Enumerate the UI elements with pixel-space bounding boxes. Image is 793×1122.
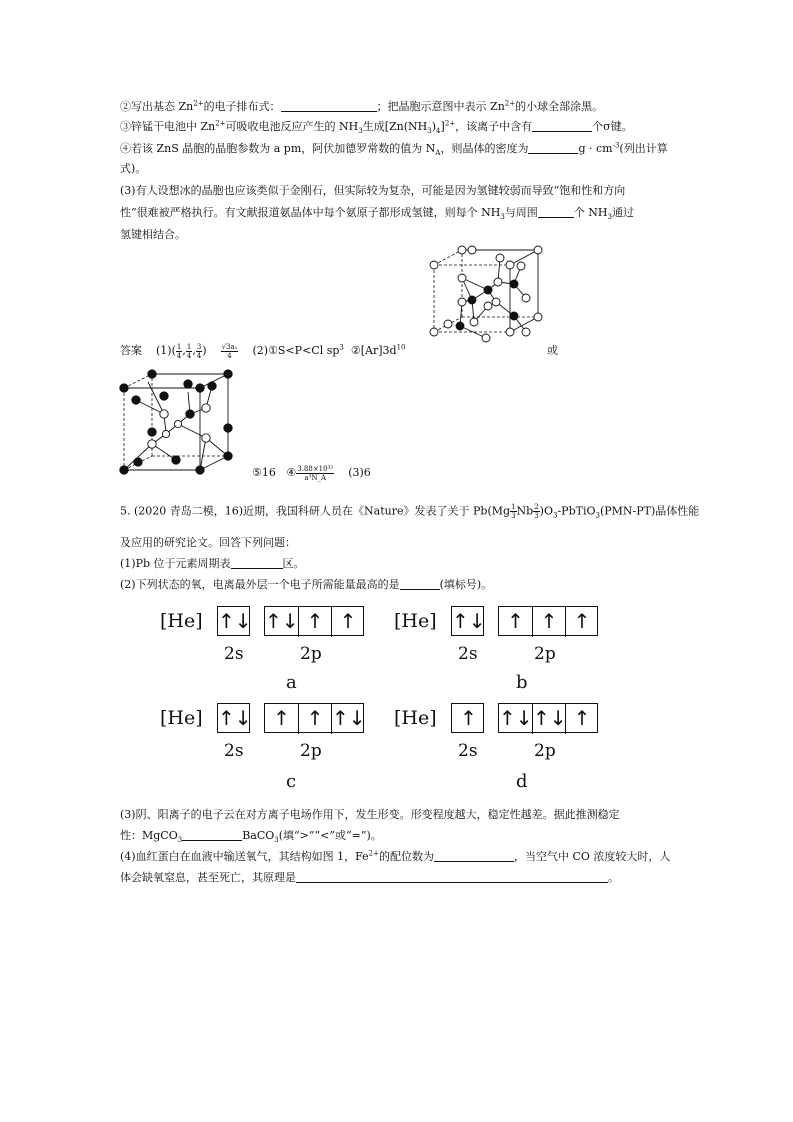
q3-line3: 氢键相结合。 <box>120 228 186 241</box>
orbital-option-b: [He] ↑↓ ↑ ↑ ↑ 2s 2p b <box>394 606 604 696</box>
answer-blank[interactable] <box>296 871 608 883</box>
q3-line1: (3)有人设想冰的晶胞也应该类似于金刚石，但实际较为复杂，可能是因为氢键较弱而导致“饱和性和方向 <box>120 184 626 197</box>
answer-blank[interactable] <box>231 557 283 569</box>
q5-sub4-cont: 体会缺氧窒息，甚至死亡，其原理是 。 <box>120 871 619 884</box>
orbital-option-c: [He] ↑↓ ↑ ↑ ↑↓ 2s 2p c <box>160 703 370 795</box>
answer-blank[interactable] <box>434 850 514 862</box>
q5-sub3-cont: 性：MgCO$_3$ BaCO$_3$(填“>”“<”或“=”)。 <box>120 829 382 845</box>
q2-item2: ②写出基态 $Zn^{2+}$的电子排布式： ；把晶胞示意图中表示 $Zn^{2+}$的小球全部涂黑。 <box>120 99 604 113</box>
answer-or: 或 <box>547 344 558 357</box>
answer-blank[interactable] <box>400 578 440 590</box>
q2-item4-cont: 式)。 <box>120 162 147 175</box>
q5-sub1: (1)Pb 位于元素周期表 区。 <box>120 557 305 570</box>
orbital-option-d: [He] ↑ ↑↓ ↑↓ ↑ 2s 2p d <box>394 703 604 795</box>
answer-blank[interactable] <box>538 206 574 218</box>
answer-blank[interactable] <box>532 120 592 132</box>
q2-item4: ④若该 ZnS 晶胞的晶胞参数为 a pm，阿伏加德罗常数的值为 $N_A$，则晶体的密度为 $g \cdot cm^{-3}$(列出计算 <box>120 141 668 158</box>
answer-blank[interactable] <box>281 100 377 112</box>
answer-blank[interactable] <box>182 829 242 841</box>
q2-item3: ③锌锰干电池中 $Zn^{2+}$可吸收电池反应产生的 $NH_3$生成$[Zn(NH_3)_4]^{2+}$，该离子中含有 个σ键。 <box>120 119 633 136</box>
answer-line-2: ⑤16 ④ $\frac{\text{3.88×10³²}}{\text{a³N\_A}}$ (3)6 <box>252 464 371 482</box>
crystal-cell-diagram-2 <box>116 368 242 478</box>
orbital-option-a: [He] ↑↓ ↑↓ ↑ ↑ 2s 2p a <box>160 606 370 696</box>
q5-header-cont: 及应用的研究论文。回答下列问题： <box>120 536 296 549</box>
answer-line-1: 答案 (1)( $\frac{1}{4}$ , $\frac{1}{4}$ , $\frac{3}{4}$ ) $\frac{\text{√3a₁}}{4}$ (2)①S<P<Cl $sp^3$ $②[Ar]3d^{10}$ <box>120 342 406 360</box>
q5-header: 5. (2020 青岛二模，16)近期，我国科研人员在《Nature》发表了关于 Pb(Mg $\frac{1}{3}$ Nb $\frac{2}{3}$ )$O_3-PbTiO_3(PMN-PT)$晶体性能 <box>120 503 700 520</box>
answer-blank[interactable] <box>528 142 578 154</box>
q5-sub3: (3)阴、阳离子的电子云在对方离子电场作用下，发生形变。形变程度越大，稳定性越差。据此推测稳定 <box>120 808 620 821</box>
q3-line2: 性”很难被严格执行。有文献报道氨晶体中每个氨原子都形成氢键，则每个 $NH_3$与周围 个 $NH_3$通过 <box>120 206 634 222</box>
q5-sub4: (4)血红蛋白在血液中输送氧气，其结构如图 1，$Fe^{2+}$的配位数为 ，当空气中 CO 浓度较大时，人 <box>120 849 671 863</box>
q5-sub2: (2)下列状态的氧，电离最外层一个电子所需能量最高的是 (填标号)。 <box>120 578 493 591</box>
crystal-cell-diagram-1 <box>426 242 552 354</box>
